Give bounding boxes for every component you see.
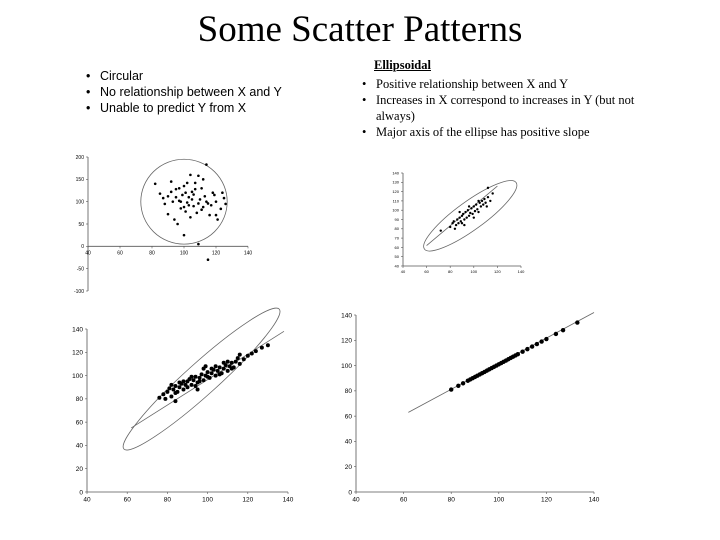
y-tick-label: 120 [72, 349, 83, 357]
y-tick-label: -100 [73, 288, 84, 295]
data-point [520, 349, 524, 353]
bullet-item: • Positive relationship between X and Y [362, 76, 652, 92]
slide-title: Some Scatter Patterns [197, 9, 523, 50]
y-tick-label: 140 [72, 326, 83, 334]
y-tick-label: 200 [75, 154, 84, 161]
y-tick-label: 20 [75, 465, 83, 473]
y-tick-label: 60 [75, 419, 83, 427]
x-tick-label: 80 [447, 269, 453, 274]
y-tick-label: 80 [75, 396, 83, 404]
y-tick-label: 120 [341, 337, 352, 345]
x-tick-label: 60 [117, 250, 123, 257]
y-tick-label: 100 [341, 362, 352, 370]
x-tick-label: 100 [493, 496, 505, 504]
y-tick-label: 100 [72, 372, 83, 380]
y-tick-label: 90 [394, 216, 399, 222]
x-tick-label: 140 [282, 496, 294, 504]
data-point [539, 339, 543, 343]
x-tick-label: 140 [517, 269, 525, 274]
y-tick-label: -50 [76, 266, 84, 273]
y-tick-label: 60 [394, 244, 399, 250]
y-tick-label: 20 [344, 463, 352, 471]
x-tick-label: 80 [149, 250, 155, 257]
x-tick-label: 100 [470, 269, 478, 274]
x-tick-label: 140 [243, 250, 253, 257]
data-point [516, 352, 520, 356]
data-point [461, 381, 465, 385]
x-tick-label: 40 [85, 250, 91, 257]
x-tick-label: 60 [399, 496, 408, 504]
bullet-item: • Major axis of the ellipse has positive slope [362, 124, 652, 140]
data-point [561, 328, 565, 332]
data-point [554, 332, 558, 336]
bullet-item: • Increases in X correspond to increases in Y (but not always) [362, 92, 652, 124]
y-tick-label: 130 [392, 179, 399, 185]
x-tick-label: 100 [202, 496, 214, 504]
y-tick-label: 110 [392, 198, 399, 204]
x-tick-label: 120 [211, 250, 221, 257]
y-tick-label: 80 [344, 388, 352, 396]
x-tick-label: 60 [424, 269, 429, 274]
y-tick-label: 0 [81, 244, 84, 251]
y-tick-label: 100 [392, 207, 399, 213]
data-point [530, 344, 534, 348]
data-point [535, 342, 539, 346]
y-tick-label: 0 [79, 489, 83, 497]
x-tick-label: 40 [400, 269, 406, 274]
x-tick-label: 80 [447, 496, 455, 504]
x-tick-label: 100 [179, 250, 189, 257]
data-point [544, 337, 548, 341]
data-point [449, 387, 453, 391]
y-tick-label: 50 [394, 254, 399, 260]
x-tick-label: 140 [588, 496, 600, 504]
bullet-item: • Circular [86, 68, 336, 84]
x-tick-label: 60 [123, 496, 131, 504]
y-tick-label: 100 [75, 199, 84, 206]
y-tick-label: 0 [348, 489, 352, 497]
y-tick-label: 70 [394, 235, 399, 241]
bullet-item: • Unable to predict Y from X [86, 100, 336, 116]
x-tick-label: 120 [242, 496, 254, 504]
bullet-item: • No relationship between X and Y [86, 84, 336, 100]
data-point [525, 347, 529, 351]
x-tick-label: 40 [83, 496, 91, 504]
y-tick-label: 150 [75, 177, 84, 184]
x-tick-label: 120 [494, 269, 501, 274]
data-point [575, 320, 579, 324]
y-tick-label: 140 [341, 312, 352, 320]
y-tick-label: 140 [392, 170, 399, 176]
x-tick-label: 40 [352, 496, 360, 504]
ellipsoidal-heading: Ellipsoidal [374, 58, 431, 72]
y-tick-label: 40 [344, 438, 352, 446]
x-tick-label: 120 [540, 496, 552, 504]
y-tick-label: 60 [344, 413, 352, 421]
y-tick-label: 80 [394, 226, 399, 232]
y-tick-label: 50 [78, 221, 84, 228]
y-tick-label: 40 [75, 442, 83, 450]
x-tick-label: 80 [163, 496, 172, 504]
data-point [456, 384, 460, 388]
y-tick-label: 40 [394, 263, 399, 269]
y-tick-label: 120 [392, 189, 399, 194]
